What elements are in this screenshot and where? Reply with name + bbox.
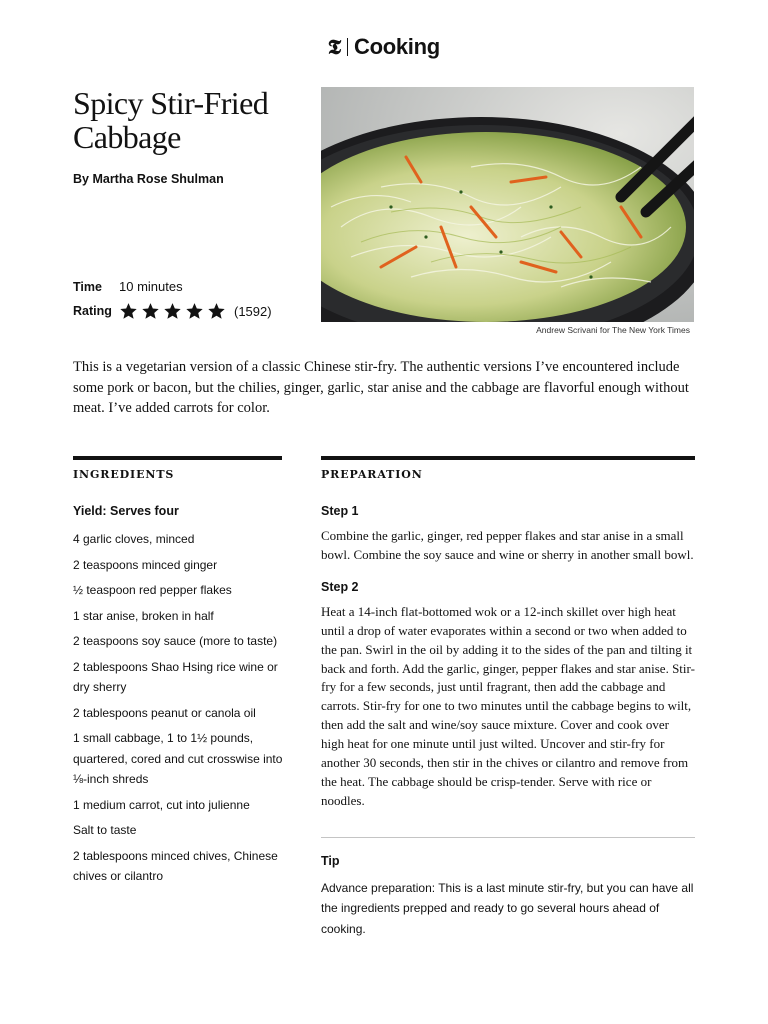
step-1-text: Combine the garlic, ginger, red pepper flakes and star anise in a small bowl. Combine the soy sauce and wine or sherry in another small bowl. — [321, 528, 694, 562]
preparation-rule — [321, 456, 695, 460]
stir-fry-illustration — [321, 87, 694, 322]
tip-divider — [321, 837, 695, 838]
ingredient-item: 2 tablespoons minced chives, Chinese chives or cilantro — [73, 848, 278, 883]
masthead — [0, 34, 768, 60]
rating-stars[interactable] — [119, 302, 226, 320]
recipe-title: Spicy Stir-Fried Cabbage — [73, 85, 269, 155]
ingredient-item: 4 garlic cloves, minced — [73, 532, 195, 546]
ingredient-item: Salt to taste — [73, 823, 137, 837]
preparation-section — [321, 504, 695, 939]
logo-divider — [347, 38, 348, 56]
time-row — [73, 279, 183, 294]
ingredients-rule — [73, 456, 282, 460]
recipe-photo — [321, 87, 694, 322]
yield: Yield: Serves four — [73, 504, 179, 518]
photo-credit: Andrew Scrivani for The New York Times — [536, 325, 690, 335]
star-icon — [185, 302, 204, 320]
step-2-text: Heat a 14-inch flat-bottomed wok or a 12-inch skillet over high heat until a drop of water evaporates within a second or two when added to the pan. Swirl in the oil by adding it to the sides of the pan and tilting it back and forth. Add the garlic, ginger, pepper flakes and star anise. Stir-fry for a few seconds, just until fragrant, then add the cabbage and carrots. Stir-fry for one to two minutes until the cabbage begins to wilt, then add the salt and wine/soy sauce mixture. Cover and cook over high heat for one minute until just wilted. Uncover and stir-fry for another 30 seconds, then stir in the chives or cilantro and remove from the heat. The cabbage should be crisp-tender. Serve with rice or noodles. — [321, 603, 695, 808]
ingredient-item: ½ teaspoon red pepper flakes — [73, 583, 232, 597]
time-value: 10 minutes — [119, 279, 183, 294]
ingredient-item: 2 tablespoons Shao Hsing rice wine or dry sherry — [73, 659, 278, 694]
ingredients-section — [73, 504, 288, 892]
ingredient-item: 1 medium carrot, cut into julienne — [73, 797, 250, 812]
recipe-byline[interactable]: By Martha Rose Shulman — [73, 172, 224, 186]
ingredient-item: 1 small cabbage, 1 to 1½ pounds, quartered, cored and cut crosswise into ⅛-inch shreds — [73, 731, 283, 786]
star-icon — [207, 302, 226, 320]
ingredient-item: 2 teaspoons minced ginger — [73, 557, 218, 572]
step-1-title: Step 1 — [321, 504, 359, 518]
ingredients-heading: INGREDIENTS — [73, 468, 175, 481]
ingredient-item: 2 teaspoons soy sauce (more to taste) — [73, 634, 278, 648]
ingredient-list — [73, 529, 288, 887]
star-icon — [141, 302, 160, 320]
step-2-title: Step 2 — [321, 579, 359, 594]
star-icon — [119, 302, 138, 320]
recipe-intro: This is a vegetarian version of a classic Chinese stir-fry. The authentic versions I’ve encountered include some pork or bacon, but the chilies, ginger, garlic, star anise and the cabbage are flavorful enough without meat. I’ve added carrots for color. — [73, 359, 689, 416]
ingredient-item: 1 star anise, broken in half — [73, 608, 214, 623]
rating-count: (1592) — [234, 303, 272, 319]
star-icon — [163, 302, 182, 320]
ingredient-item: 2 tablespoons peanut or canola oil — [73, 705, 256, 720]
nyt-t-logo-icon[interactable]: 𝕿 — [327, 34, 342, 59]
rating-row — [73, 302, 272, 320]
tip-title: Tip — [321, 853, 340, 868]
preparation-heading: PREPARATION — [321, 468, 423, 481]
tip-text: Advance preparation: This is a last minute stir-fry, but you can have all the ingredients prepped and ready to go several hours ahead of cooking. — [321, 880, 694, 936]
rating-label: Rating — [73, 304, 112, 318]
brand-name[interactable]: Cooking — [354, 34, 440, 59]
time-label: Time — [73, 279, 102, 294]
